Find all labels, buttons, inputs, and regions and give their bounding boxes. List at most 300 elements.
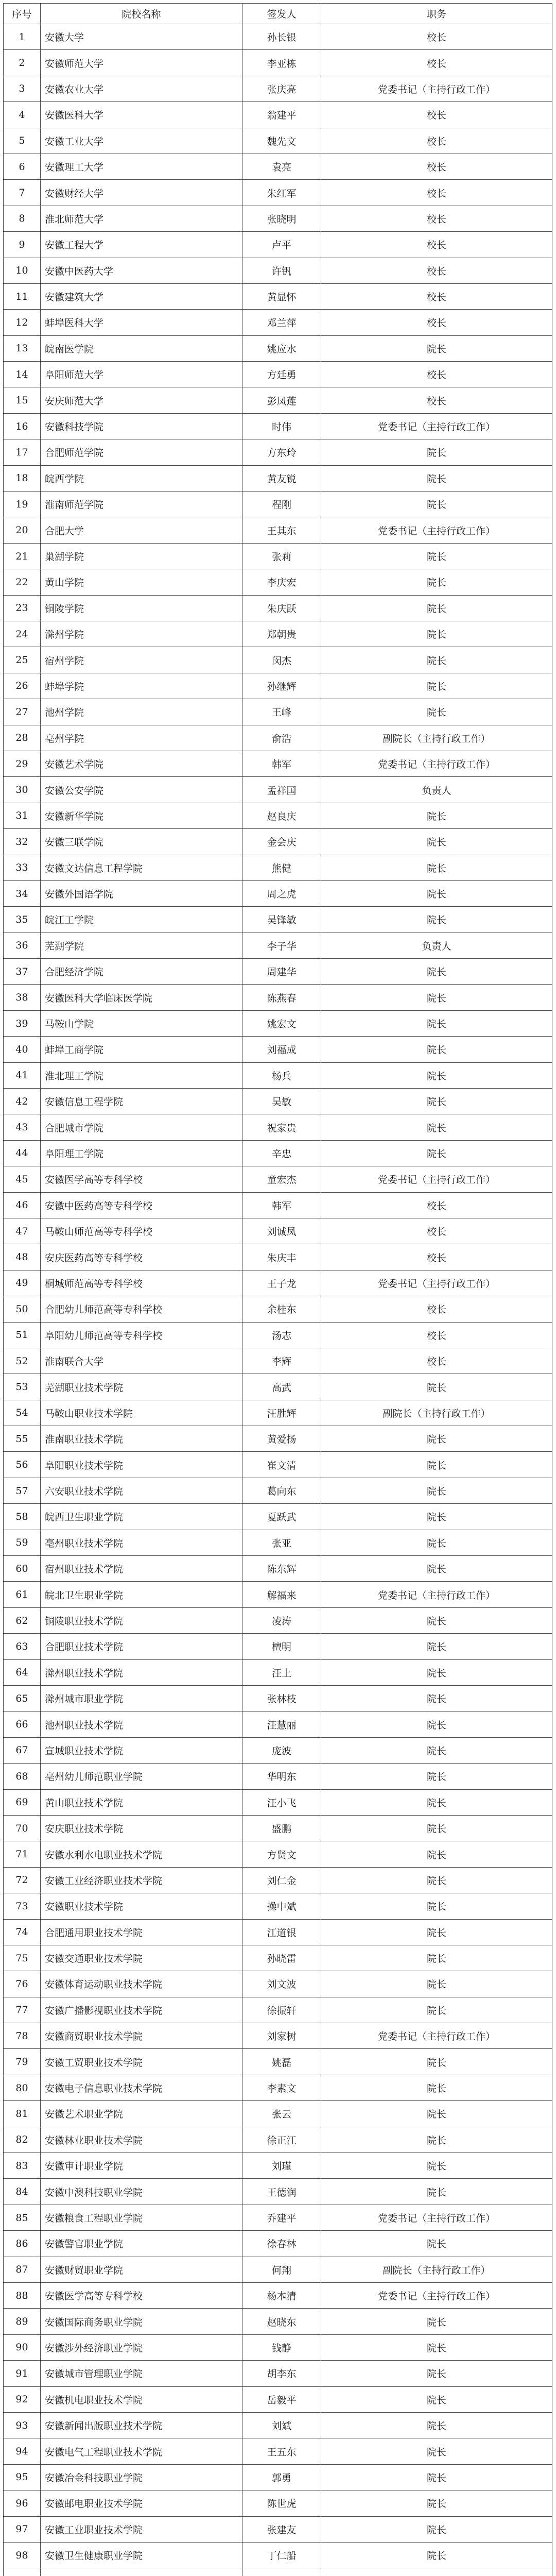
table-row — [4, 1400, 552, 1426]
header-school-name: 院校名称 — [41, 4, 242, 24]
row-serial-number: 31 — [4, 803, 41, 828]
row-signer: 盛鹏 — [242, 1815, 321, 1841]
row-school-name: 安徽财贸职业学院 — [41, 2257, 242, 2282]
row-signer: 高武 — [242, 1374, 321, 1400]
row-position: 院长 — [321, 1607, 552, 1633]
row-school-name: 安徽医科大学临床医学院 — [41, 985, 242, 1010]
row-serial-number: 19 — [4, 492, 41, 517]
table-row — [4, 1192, 552, 1218]
row-position: 校长 — [321, 387, 552, 413]
table-row — [4, 1686, 552, 1711]
row-school-name: 安徽新华学院 — [41, 803, 242, 828]
row-school-name: 合肥职业技术学院 — [41, 1634, 242, 1659]
row-school-name: 安徽医学高等专科学校 — [41, 2282, 242, 2308]
row-signer: 杨本清 — [242, 2282, 321, 2308]
table-row — [4, 1322, 552, 1348]
table-row — [4, 180, 552, 206]
table-row — [4, 673, 552, 699]
row-position — [321, 2568, 552, 2576]
table-header — [4, 4, 552, 24]
table-row — [4, 335, 552, 361]
table-row — [4, 2412, 552, 2438]
row-serial-number: 8 — [4, 206, 41, 231]
row-school-name: 安徽工业大学 — [41, 128, 242, 154]
row-school-name: 马鞍山职业技术学院 — [41, 1400, 242, 1426]
row-position: 校长 — [321, 206, 552, 231]
row-serial-number: 9 — [4, 232, 41, 258]
row-position: 院长 — [321, 492, 552, 517]
table-row — [4, 362, 552, 387]
row-signer: 刘文波 — [242, 1971, 321, 1997]
row-serial-number: 34 — [4, 880, 41, 906]
row-signer: 彭凤莲 — [242, 387, 321, 413]
row-position: 院长 — [321, 1504, 552, 1530]
row-serial-number: 1 — [4, 24, 41, 50]
row-position: 副院长（主持行政工作） — [321, 725, 552, 751]
row-signer: 王五东 — [242, 2438, 321, 2464]
row-signer: 乔建平 — [242, 2205, 321, 2230]
row-serial-number: 84 — [4, 2179, 41, 2205]
row-school-name: 安徽理工大学 — [41, 154, 242, 179]
row-school-name: 淮南师范学院 — [41, 492, 242, 517]
row-position: 院长 — [321, 1062, 552, 1088]
row-signer: 王德润 — [242, 2179, 321, 2205]
row-position: 院长 — [321, 1010, 552, 1036]
row-serial-number: 98 — [4, 2542, 41, 2568]
row-position: 院长 — [321, 2516, 552, 2542]
row-signer: 李子华 — [242, 933, 321, 958]
table-row — [4, 387, 552, 413]
table-row — [4, 1815, 552, 1841]
row-position: 院长 — [321, 1997, 552, 2023]
row-school-name: 安徽冶金科技职业学院 — [41, 2464, 242, 2490]
row-signer: 凌涛 — [242, 1607, 321, 1633]
row-school-name: 宣城职业技术学院 — [41, 1737, 242, 1763]
row-signer: 辛忠 — [242, 1140, 321, 1166]
row-signer: 陈世虎 — [242, 2490, 321, 2516]
row-school-name: 亳州职业技术学院 — [41, 1530, 242, 1555]
row-serial-number: 63 — [4, 1634, 41, 1659]
row-position: 院长 — [321, 1530, 552, 1555]
row-position: 党委书记（主持行政工作） — [321, 517, 552, 543]
row-signer: 李庆宏 — [242, 569, 321, 595]
row-school-name: 滁州城市职业学院 — [41, 1686, 242, 1711]
row-signer: 张莉 — [242, 543, 321, 569]
table-row — [4, 2516, 552, 2542]
table-row — [4, 1089, 552, 1114]
row-school-name: 安徽卫生健康职业学院 — [41, 2542, 242, 2568]
row-signer: 汪小飞 — [242, 1789, 321, 1815]
row-serial-number: 95 — [4, 2464, 41, 2490]
row-signer: 汪慧丽 — [242, 1711, 321, 1737]
table-row — [4, 1582, 552, 1607]
row-signer: 杨兵 — [242, 1062, 321, 1088]
row-position: 院长 — [321, 1426, 552, 1452]
table-row — [4, 2075, 552, 2100]
row-signer: 方东玲 — [242, 439, 321, 465]
row-position: 院长 — [321, 1971, 552, 1997]
row-school-name: 安徽电子信息职业技术学院 — [41, 2075, 242, 2100]
row-serial-number: 60 — [4, 1556, 41, 1582]
row-position: 校长 — [321, 310, 552, 335]
row-signer: 孙长银 — [242, 24, 321, 50]
table-body — [4, 24, 552, 2576]
row-signer: 黄显怀 — [242, 283, 321, 309]
row-position: 院长 — [321, 1711, 552, 1737]
row-position: 院长 — [321, 2153, 552, 2179]
row-position: 党委书记（主持行政工作） — [321, 76, 552, 101]
row-signer: 黄爱扬 — [242, 1426, 321, 1452]
row-signer: 时伟 — [242, 413, 321, 439]
table-row — [4, 2231, 552, 2257]
row-position: 党委书记（主持行政工作） — [321, 1166, 552, 1192]
row-school-name: 淮北理工学院 — [41, 1062, 242, 1088]
row-position: 院长 — [321, 1478, 552, 1503]
header-row — [4, 4, 552, 24]
row-school-name: 铜陵职业技术学院 — [41, 1607, 242, 1633]
table-row — [4, 1374, 552, 1400]
table-row — [4, 1010, 552, 1036]
row-signer: 吴锋敏 — [242, 907, 321, 933]
row-serial-number: 33 — [4, 855, 41, 880]
row-signer: 韩军 — [242, 751, 321, 776]
table-row — [4, 595, 552, 621]
row-school-name: 安徽体育运动职业技术学院 — [41, 1971, 242, 1997]
row-signer: 徐正江 — [242, 2127, 321, 2153]
row-signer: 张亚 — [242, 1530, 321, 1555]
row-signer: 操中斌 — [242, 1893, 321, 1919]
row-position: 院长 — [321, 1452, 552, 1478]
row-serial-number — [4, 2568, 41, 2576]
row-signer: 韩军 — [242, 1192, 321, 1218]
row-serial-number: 15 — [4, 387, 41, 413]
row-school-name: 滁州学院 — [41, 621, 242, 647]
row-serial-number: 23 — [4, 595, 41, 621]
row-position: 院长 — [321, 621, 552, 647]
row-serial-number: 71 — [4, 1841, 41, 1867]
row-position: 院长 — [321, 2438, 552, 2464]
row-position: 院长 — [321, 1556, 552, 1582]
table-row — [4, 569, 552, 595]
row-signer: 李辉 — [242, 1348, 321, 1374]
row-signer: 解福来 — [242, 1582, 321, 1607]
row-serial-number: 24 — [4, 621, 41, 647]
row-signer: 汪上 — [242, 1659, 321, 1685]
row-signer: 赵晓东 — [242, 2309, 321, 2334]
row-school-name: 淮南职业技术学院 — [41, 1426, 242, 1452]
row-position: 党委书记（主持行政工作） — [321, 413, 552, 439]
row-serial-number: 68 — [4, 1764, 41, 1789]
table-row — [4, 2309, 552, 2334]
row-signer: 张林枝 — [242, 1686, 321, 1711]
table-row — [4, 439, 552, 465]
row-position: 院长 — [321, 907, 552, 933]
row-position: 院长 — [321, 1789, 552, 1815]
table-row — [4, 76, 552, 101]
row-school-name: 安徽中医药高等专科学校 — [41, 1192, 242, 1218]
row-school-name: 安徽公安学院 — [41, 777, 242, 803]
row-school-name — [41, 2568, 242, 2576]
row-signer: 祝家贵 — [242, 1114, 321, 1140]
table-row — [4, 2438, 552, 2464]
row-school-name: 安徽邮电职业技术学院 — [41, 2490, 242, 2516]
table-row — [4, 1504, 552, 1530]
row-serial-number: 26 — [4, 673, 41, 699]
row-signer: 金会庆 — [242, 829, 321, 855]
row-serial-number: 11 — [4, 283, 41, 309]
row-school-name: 安徽医科大学 — [41, 102, 242, 128]
row-school-name: 安徽水利水电职业技术学院 — [41, 1841, 242, 1867]
row-position: 院长 — [321, 2309, 552, 2334]
row-serial-number: 57 — [4, 1478, 41, 1503]
row-signer: 岳毅平 — [242, 2386, 321, 2412]
row-serial-number: 92 — [4, 2386, 41, 2412]
row-school-name: 阜阳职业技术学院 — [41, 1452, 242, 1478]
row-school-name: 安徽文达信息工程学院 — [41, 855, 242, 880]
row-position: 院长 — [321, 1945, 552, 1971]
row-position: 校长 — [321, 24, 552, 50]
table-row — [4, 232, 552, 258]
row-serial-number: 49 — [4, 1270, 41, 1296]
row-signer: 何翔 — [242, 2257, 321, 2282]
row-position: 院长 — [321, 2490, 552, 2516]
row-position: 院长 — [321, 439, 552, 465]
row-position: 院长 — [321, 2542, 552, 2568]
row-school-name: 黄山职业技术学院 — [41, 1789, 242, 1815]
row-position: 院长 — [321, 880, 552, 906]
row-serial-number: 46 — [4, 1192, 41, 1218]
table-row — [4, 699, 552, 725]
row-signer: 余桂东 — [242, 1296, 321, 1322]
row-serial-number: 37 — [4, 959, 41, 985]
row-signer: 檀明 — [242, 1634, 321, 1659]
row-serial-number: 67 — [4, 1737, 41, 1763]
table-row — [4, 855, 552, 880]
header-serial-number: 序号 — [4, 4, 41, 24]
row-position: 负责人 — [321, 777, 552, 803]
row-serial-number: 69 — [4, 1789, 41, 1815]
row-position: 院长 — [321, 2386, 552, 2412]
table-row — [4, 1971, 552, 1997]
row-school-name: 马鞍山师范高等专科学校 — [41, 1218, 242, 1244]
row-school-name: 滁州职业技术学院 — [41, 1659, 242, 1685]
row-serial-number: 4 — [4, 102, 41, 128]
row-school-name: 合肥幼儿师范高等专科学校 — [41, 1296, 242, 1322]
row-serial-number: 6 — [4, 154, 41, 179]
row-school-name: 安庆职业技术学院 — [41, 1815, 242, 1841]
row-school-name: 安徽涉外经济职业学院 — [41, 2334, 242, 2360]
row-school-name: 芜湖学院 — [41, 933, 242, 958]
row-position: 院长 — [321, 1893, 552, 1919]
table-row — [4, 959, 552, 985]
row-position: 校长 — [321, 180, 552, 206]
table-row — [4, 1478, 552, 1503]
table-row — [4, 777, 552, 803]
table-row — [4, 907, 552, 933]
row-position: 院长 — [321, 1867, 552, 1893]
row-serial-number: 75 — [4, 1945, 41, 1971]
row-serial-number: 82 — [4, 2127, 41, 2153]
row-signer: 朱庆跃 — [242, 595, 321, 621]
row-serial-number: 55 — [4, 1426, 41, 1452]
table-row — [4, 1659, 552, 1685]
row-signer: 庞波 — [242, 1737, 321, 1763]
table-row — [4, 465, 552, 491]
row-serial-number: 10 — [4, 258, 41, 283]
row-school-name: 安庆师范大学 — [41, 387, 242, 413]
row-serial-number: 22 — [4, 569, 41, 595]
row-school-name: 池州职业技术学院 — [41, 1711, 242, 1737]
row-signer: 郑朝贵 — [242, 621, 321, 647]
row-serial-number: 48 — [4, 1244, 41, 1270]
row-position: 院长 — [321, 1634, 552, 1659]
row-serial-number: 13 — [4, 335, 41, 361]
row-serial-number: 89 — [4, 2309, 41, 2334]
row-signer: 熊健 — [242, 855, 321, 880]
row-serial-number: 81 — [4, 2101, 41, 2127]
row-signer: 刘诚凤 — [242, 1218, 321, 1244]
row-signer: 刘家树 — [242, 2023, 321, 2049]
row-serial-number: 5 — [4, 128, 41, 154]
row-position: 院长 — [321, 2334, 552, 2360]
row-serial-number: 97 — [4, 2516, 41, 2542]
table-row — [4, 2153, 552, 2179]
row-position: 院长 — [321, 1089, 552, 1114]
row-signer: 姚应水 — [242, 335, 321, 361]
table-row — [4, 1244, 552, 1270]
row-school-name: 安徽师范大学 — [41, 50, 242, 76]
table-row — [4, 1037, 552, 1062]
row-position: 院长 — [321, 1815, 552, 1841]
table-row — [4, 751, 552, 776]
row-serial-number: 86 — [4, 2231, 41, 2257]
table-row — [4, 1919, 552, 1945]
table-row — [4, 24, 552, 50]
table-row — [4, 1997, 552, 2023]
row-position: 院长 — [321, 1764, 552, 1789]
table-row — [4, 283, 552, 309]
row-signer: 许钒 — [242, 258, 321, 283]
row-serial-number: 30 — [4, 777, 41, 803]
table-row — [4, 2257, 552, 2282]
row-signer: 刘瑾 — [242, 2153, 321, 2179]
row-serial-number: 61 — [4, 1582, 41, 1607]
row-school-name: 巢湖学院 — [41, 543, 242, 569]
row-signer: 丁仁船 — [242, 2542, 321, 2568]
row-signer: 李素文 — [242, 2075, 321, 2100]
row-serial-number: 21 — [4, 543, 41, 569]
row-signer: 张晓明 — [242, 206, 321, 231]
row-signer: 徐振轩 — [242, 1997, 321, 2023]
row-school-name: 安徽国际商务职业学院 — [41, 2309, 242, 2334]
row-position: 院长 — [321, 2127, 552, 2153]
row-school-name: 合肥师范学院 — [41, 439, 242, 465]
row-school-name: 安徽三联学院 — [41, 829, 242, 855]
row-signer: 周之虎 — [242, 880, 321, 906]
row-school-name: 铜陵学院 — [41, 595, 242, 621]
row-signer: 方贤文 — [242, 1841, 321, 1867]
row-signer: 崔文清 — [242, 1452, 321, 1478]
row-school-name: 六安职业技术学院 — [41, 1478, 242, 1503]
row-school-name: 安徽医学高等专科学校 — [41, 1166, 242, 1192]
table-row — [4, 2361, 552, 2386]
row-position: 院长 — [321, 1659, 552, 1685]
row-school-name: 安徽艺术职业学院 — [41, 2101, 242, 2127]
row-serial-number: 88 — [4, 2282, 41, 2308]
row-school-name: 安徽林业职业技术学院 — [41, 2127, 242, 2153]
table-row — [4, 803, 552, 828]
row-signer: 黄友锐 — [242, 465, 321, 491]
row-school-name: 安庆医药高等专科学校 — [41, 1244, 242, 1270]
table-row — [4, 2049, 552, 2075]
row-position: 院长 — [321, 1114, 552, 1140]
row-serial-number: 74 — [4, 1919, 41, 1945]
row-signer: 孟祥国 — [242, 777, 321, 803]
row-signer: 卢平 — [242, 232, 321, 258]
row-school-name: 亳州学院 — [41, 725, 242, 751]
row-serial-number: 58 — [4, 1504, 41, 1530]
row-school-name: 安徽工业职业技术学院 — [41, 2516, 242, 2542]
row-serial-number: 65 — [4, 1686, 41, 1711]
row-serial-number: 96 — [4, 2490, 41, 2516]
row-signer: 朱庆丰 — [242, 1244, 321, 1270]
row-signer: 王其东 — [242, 517, 321, 543]
row-position: 党委书记（主持行政工作） — [321, 751, 552, 776]
table-row — [4, 1789, 552, 1815]
table-row — [4, 517, 552, 543]
table-row — [4, 1737, 552, 1763]
row-signer: 袁亮 — [242, 154, 321, 179]
row-signer: 李亚栋 — [242, 50, 321, 76]
row-serial-number: 83 — [4, 2153, 41, 2179]
row-signer: 陈燕春 — [242, 985, 321, 1010]
row-position: 校长 — [321, 1296, 552, 1322]
row-signer: 方廷勇 — [242, 362, 321, 387]
row-serial-number: 79 — [4, 2049, 41, 2075]
row-serial-number: 85 — [4, 2205, 41, 2230]
row-serial-number: 94 — [4, 2438, 41, 2464]
row-school-name: 合肥城市学院 — [41, 1114, 242, 1140]
row-school-name: 阜阳幼儿师范高等专科学校 — [41, 1322, 242, 1348]
row-signer — [242, 2568, 321, 2576]
header-position: 职务 — [321, 4, 552, 24]
row-serial-number: 73 — [4, 1893, 41, 1919]
row-signer: 孙晓雷 — [242, 1945, 321, 1971]
row-position: 校长 — [321, 1348, 552, 1374]
row-signer: 王子龙 — [242, 1270, 321, 1296]
row-school-name: 亳州幼儿师范职业学院 — [41, 1764, 242, 1789]
row-position: 校长 — [321, 258, 552, 283]
table-row — [4, 543, 552, 569]
row-position: 校长 — [321, 128, 552, 154]
row-school-name: 蚌埠工商学院 — [41, 1037, 242, 1062]
row-position: 校长 — [321, 283, 552, 309]
row-signer: 刘斌 — [242, 2412, 321, 2438]
row-school-name: 安徽财经大学 — [41, 180, 242, 206]
table-row — [4, 1867, 552, 1893]
row-serial-number: 39 — [4, 1010, 41, 1036]
row-serial-number: 76 — [4, 1971, 41, 1997]
table-row — [4, 2127, 552, 2153]
row-serial-number: 91 — [4, 2361, 41, 2386]
table-row — [4, 128, 552, 154]
table-row — [4, 1607, 552, 1633]
row-signer: 郭勇 — [242, 2464, 321, 2490]
row-position: 院长 — [321, 673, 552, 699]
table-row — [4, 647, 552, 673]
table-row — [4, 2490, 552, 2516]
row-school-name: 安徽警官职业学院 — [41, 2231, 242, 2257]
